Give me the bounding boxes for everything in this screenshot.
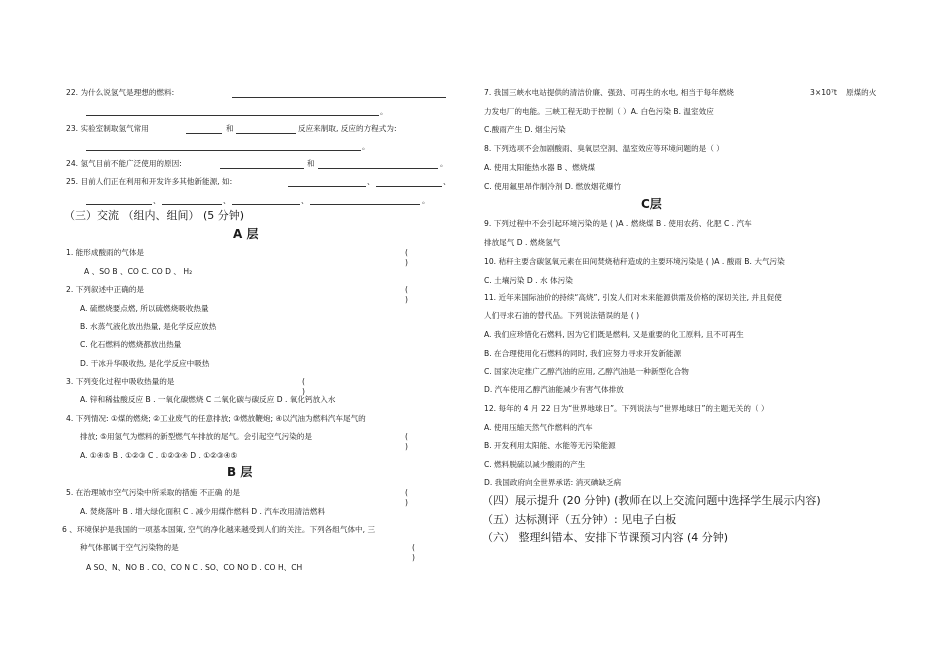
- answer-blank[interactable]: [86, 115, 379, 116]
- connector-text: 和: [226, 124, 234, 133]
- question-25: 25. 目前人们正在利用和开发许多其他新能源, 如:: [66, 177, 233, 186]
- section-5-heading: （五）达标测评（五分钟）: 见电子白板: [482, 513, 677, 526]
- connector-text: 和: [307, 159, 315, 168]
- question-1: 1. 能形成酸雨的气体是: [66, 248, 145, 257]
- option-b: B. 在合理使用化石燃料的同时, 我们应努力寻求开发新能源: [484, 349, 682, 358]
- question-6: 6 、环境保护是我国的一项基本国策, 空气的净化越来越受到人们的关注。下列各组气体中, 三: [62, 525, 376, 534]
- answer-blank[interactable]: [86, 150, 361, 151]
- question-1-options: A 、SO B 、CO C. CO D 、 H₂: [84, 267, 193, 276]
- question-5: 5. 在治理城市空气污染中所采取的措施 不正确 的是: [66, 488, 240, 497]
- answer-blank[interactable]: [186, 133, 222, 134]
- answer-blank[interactable]: [86, 204, 152, 205]
- separator: 、: [367, 177, 375, 186]
- question-4-line-2: 排放; ⑤用氢气为燃料的新型燃气车排放的尾气。会引起空气污染的是: [80, 432, 312, 441]
- answer-parentheses[interactable]: ( ): [405, 488, 408, 507]
- separator: 、: [223, 196, 231, 205]
- section-3-heading: （三）交流 （组内、组间） (5 分钟): [64, 209, 245, 222]
- question-7-quantity: 3×10⁷t: [810, 88, 837, 97]
- layer-c-heading: C层: [641, 197, 662, 211]
- punctuation: 。: [380, 107, 388, 116]
- option-b: B. 水蒸气液化放出热量, 是化学反应放热: [80, 322, 217, 331]
- answer-blank[interactable]: [232, 97, 446, 98]
- question-10-line-2: C. 土壤污染 D . 水 体污染: [484, 276, 573, 285]
- question-8-options-ab: A. 使用太阳能热水器 B 、燃烧煤: [484, 163, 596, 172]
- question-6-options: A SO、N、NO B . CO、CO N C . SO、CO NO D . CO H、CH: [86, 563, 303, 572]
- punctuation: 。: [362, 142, 370, 151]
- option-d: D. 我国政府向全世界承诺: 消灭碘缺乏病: [484, 478, 622, 487]
- answer-blank[interactable]: [236, 133, 296, 134]
- option-c: C. 国家决定推广乙醇汽油的应用, 乙醇汽油是一种新型化合物: [484, 367, 689, 376]
- option-a: A. 我们应珍惜化石燃料, 因为它们既是燃料, 又是重要的化工原料, 且不可再生: [484, 330, 744, 339]
- layer-b-heading: B 层: [227, 465, 253, 479]
- answer-blank[interactable]: [232, 204, 300, 205]
- separator: 、: [443, 177, 451, 186]
- answer-blank[interactable]: [310, 204, 420, 205]
- question-6-line-2: 种气体都属于空气污染物的是: [80, 543, 179, 552]
- option-d: D. 干冰升华吸收热, 是化学反应中吸热: [80, 359, 210, 368]
- question-12: 12. 每年的 4 月 22 日为“世界地球日”。下列说法与“世界地球日”的主题无关的（ ）: [484, 404, 769, 413]
- punctuation: 。: [422, 196, 430, 205]
- question-4: 4. 下列情况: ①煤的燃烧; ②工业废气的任意排放; ③燃放鞭炮; ④以汽油为燃料汽车尾气的: [66, 414, 366, 423]
- answer-parentheses[interactable]: ( ): [405, 248, 408, 267]
- question-11-line-2: 人们寻求石油的替代品。下列说法错误的是 ( ): [484, 311, 640, 320]
- question-7-tail: 原煤的火: [846, 88, 877, 97]
- answer-blank[interactable]: [220, 168, 304, 169]
- question-8-options-cd: C. 使用氟里昂作制冷剂 D. 燃放烟花爆竹: [484, 182, 622, 191]
- question-22: 22. 为什么说氢气是理想的燃料:: [66, 88, 175, 97]
- option-d: D. 汽车使用乙醇汽油能减少有害气体排放: [484, 385, 624, 394]
- question-2: 2. 下列叙述中正确的是: [66, 285, 145, 294]
- answer-parentheses[interactable]: ( ): [412, 543, 415, 562]
- punctuation: 。: [440, 159, 448, 168]
- answer-parentheses[interactable]: ( ): [405, 432, 408, 451]
- section-6-heading: （六） 整理纠错本、安排下节课预习内容 (4 分钟): [482, 531, 729, 544]
- option-a: A. 硫燃烧要点燃, 所以硫燃烧吸收热量: [80, 304, 209, 313]
- answer-parentheses[interactable]: ( ): [302, 377, 305, 396]
- section-4-heading: （四）展示提升 (20 分钟) (教师在以上交流问题中选择学生展示内容): [482, 494, 821, 507]
- question-11: 11. 近年来国际油价的持续“高烧”, 引发人们对未来能源供需及价格的深切关注, 并且促使: [484, 293, 782, 302]
- answer-blank[interactable]: [162, 204, 222, 205]
- question-9-line-2: 排放尾气 D . 燃烧氢气: [484, 238, 561, 247]
- answer-parentheses[interactable]: ( ): [405, 285, 408, 304]
- question-3-options: A. 锌和稀盐酸反应 B . 一氧化碳燃烧 C 二氧化碳与碳反应 D . 氧化钙放入水: [80, 395, 336, 404]
- question-8: 8. 下列选项不会加剧酸雨、臭氧层空洞、温室效应等环境问题的是（ ）: [484, 144, 724, 153]
- question-7-line-2: 力发电厂的电能。三峡工程无助于控制（ ）A. 白色污染 B. 温室效应: [484, 107, 714, 116]
- question-10: 10. 秸秆主要含碳氢氧元素在田间焚烧秸秆造成的主要环境污染是 ( )A . 酸雨 B. 大气污染: [484, 257, 785, 266]
- answer-blank[interactable]: [376, 186, 442, 187]
- question-9: 9. 下列过程中不会引起环境污染的是 ( )A . 燃烧煤 B . 使用农药、化肥 C . 汽车: [484, 219, 752, 228]
- option-b: B. 开发利用太阳能、水能等无污染能源: [484, 441, 616, 450]
- option-a: A. 使用压缩天然气作燃料的汽车: [484, 423, 593, 432]
- question-4-options: A. ①④⑤ B . ①②③ C . ①②③④ D . ①②③④⑤: [80, 451, 238, 460]
- question-24: 24. 氢气目前不能广泛使用的原因:: [66, 159, 182, 168]
- question-7: 7. 我国三峡水电站提供的清洁价廉、强劲、可再生的水电, 相当于每年燃烧: [484, 88, 734, 97]
- option-c: C. 燃料脱硫以减少酸雨的产生: [484, 460, 586, 469]
- separator: 、: [153, 196, 161, 205]
- question-5-options: A. 焚烧落叶 B . 增大绿化面积 C . 减少用煤作燃料 D . 汽车改用清洁燃料: [80, 507, 326, 516]
- question-23-tail: 反应来制取, 反应的方程式为:: [298, 124, 397, 133]
- answer-blank[interactable]: [288, 186, 366, 187]
- question-7-line-3: C.酸雨产生 D. 烟尘污染: [484, 125, 566, 134]
- question-3: 3. 下列变化过程中吸收热量的是: [66, 377, 175, 386]
- layer-a-heading: A 层: [233, 227, 259, 241]
- answer-blank[interactable]: [318, 168, 438, 169]
- question-23: 23. 实验室制取氢气常用: [66, 124, 149, 133]
- option-c: C. 化石燃料的燃烧都放出热量: [80, 340, 182, 349]
- separator: 、: [301, 196, 309, 205]
